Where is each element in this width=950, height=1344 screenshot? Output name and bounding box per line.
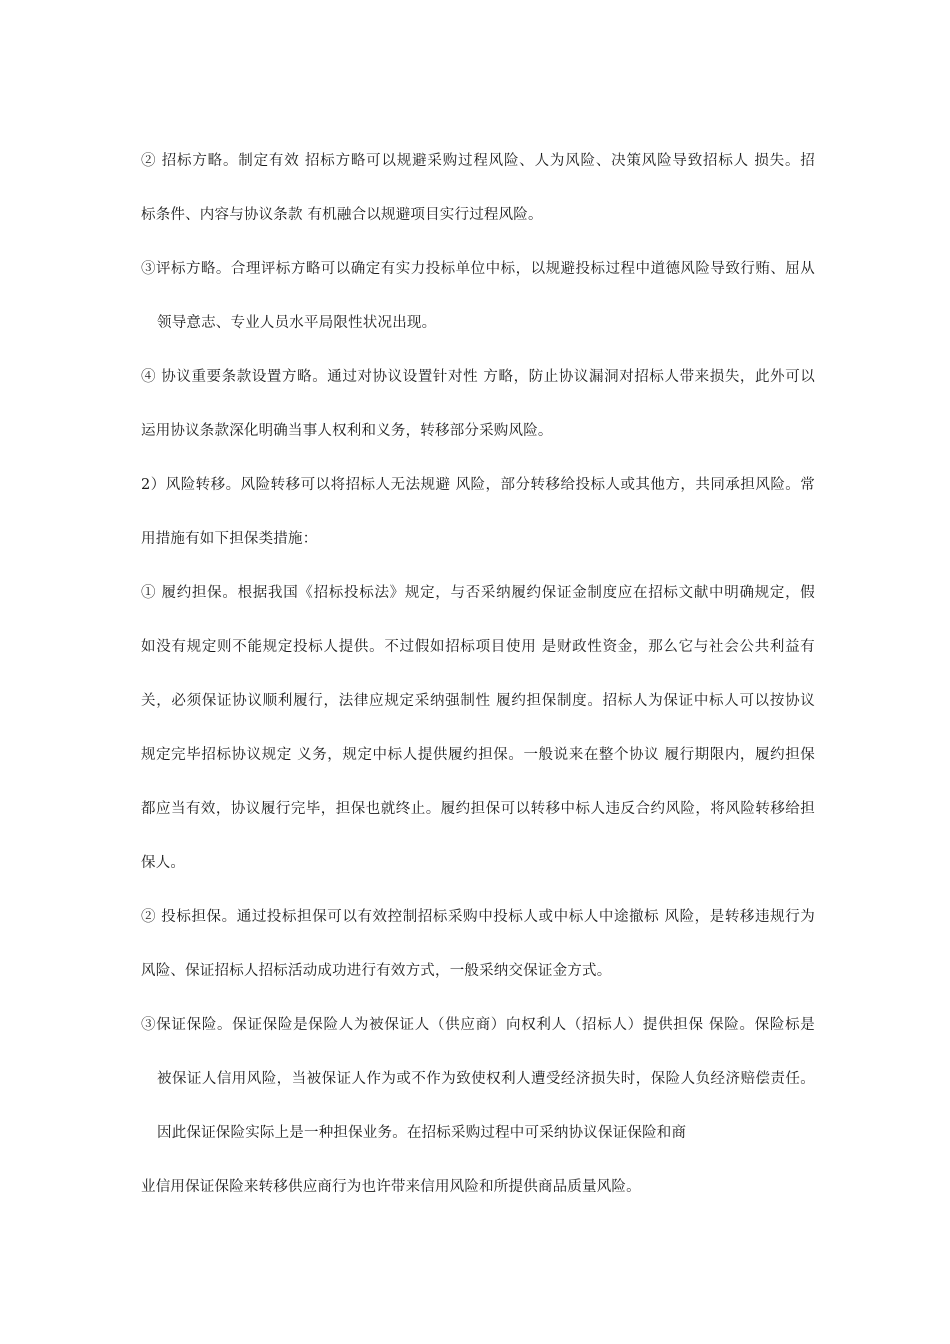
paragraph-line: 运用协议条款深化明确当事人权利和义务，转移部分采购风险。 <box>141 423 553 439</box>
paragraph-line: 关，必须保证协议顺利履行，法律应规定采纳强制性 履约担保制度。招标人为保证中标人可以按协议 <box>141 693 815 709</box>
paragraph-line: ② 投标担保。通过投标担保可以有效控制招标采购中投标人或中标人中途撤标 风险，是转移违规行为 <box>141 909 815 925</box>
paragraph-line: 风险、保证招标人招标活动成功进行有效方式，一般采纳交保证金方式。 <box>141 963 612 979</box>
paragraph-line: ③评标方略。合理评标方略可以确定有实力投标单位中标，以规避投标过程中道德风险导致行贿、屈从 <box>141 261 815 277</box>
paragraph-line: 用措施有如下担保类措施： <box>141 531 318 547</box>
paragraph-line: 2）风险转移。风险转移可以将招标人无法规避 风险，部分转移给投标人或其他方，共同承担风险。常 <box>141 477 815 493</box>
paragraph-line: 规定完毕招标协议规定 义务，规定中标人提供履约担保。一般说来在整个协议 履行期限内，履约担保 <box>141 747 815 763</box>
paragraph-line: 标条件、内容与协议条款 有机融合以规避项目实行过程风险。 <box>141 207 543 223</box>
paragraph-line: 业信用保证保险来转移供应商行为也许带来信用风险和所提供商品质量风险。 <box>141 1179 641 1195</box>
paragraph-line: ③保证保险。保证保险是保险人为被保证人（供应商）向权利人（招标人）提供担保 保险。保险标是 <box>141 1017 815 1033</box>
paragraph-line: 被保证人信用风险，当被保证人作为或不作为致使权利人遭受经济损失时，保险人负经济赔偿责任。 <box>157 1071 815 1087</box>
paragraph-line: 因此保证保险实际上是一种担保业务。在招标采购过程中可采纳协议保证保险和商 <box>157 1125 687 1141</box>
paragraph-line: ① 履约担保。根据我国《招标投标法》规定，与否采纳履约保证金制度应在招标文献中明确规定，假 <box>141 585 815 601</box>
paragraph-line: ② 招标方略。制定有效 招标方略可以规避采购过程风险、人为风险、决策风险导致招标人 损失。招 <box>141 153 815 169</box>
paragraph-line: 都应当有效，协议履行完毕，担保也就终止。履约担保可以转移中标人违反合约风险，将风险转移给担 <box>141 801 815 817</box>
paragraph-line: 保人。 <box>141 855 186 871</box>
paragraph-line: 领导意志、专业人员水平局限性状况出现。 <box>157 315 437 331</box>
paragraph-line: 如没有规定则不能规定投标人提供。不过假如招标项目使用 是财政性资金，那么它与社会公共利益有 <box>141 639 815 655</box>
paragraph-line: ④ 协议重要条款设置方略。通过对协议设置针对性 方略，防止协议漏洞对招标人带来损失，此外可以 <box>141 369 815 385</box>
